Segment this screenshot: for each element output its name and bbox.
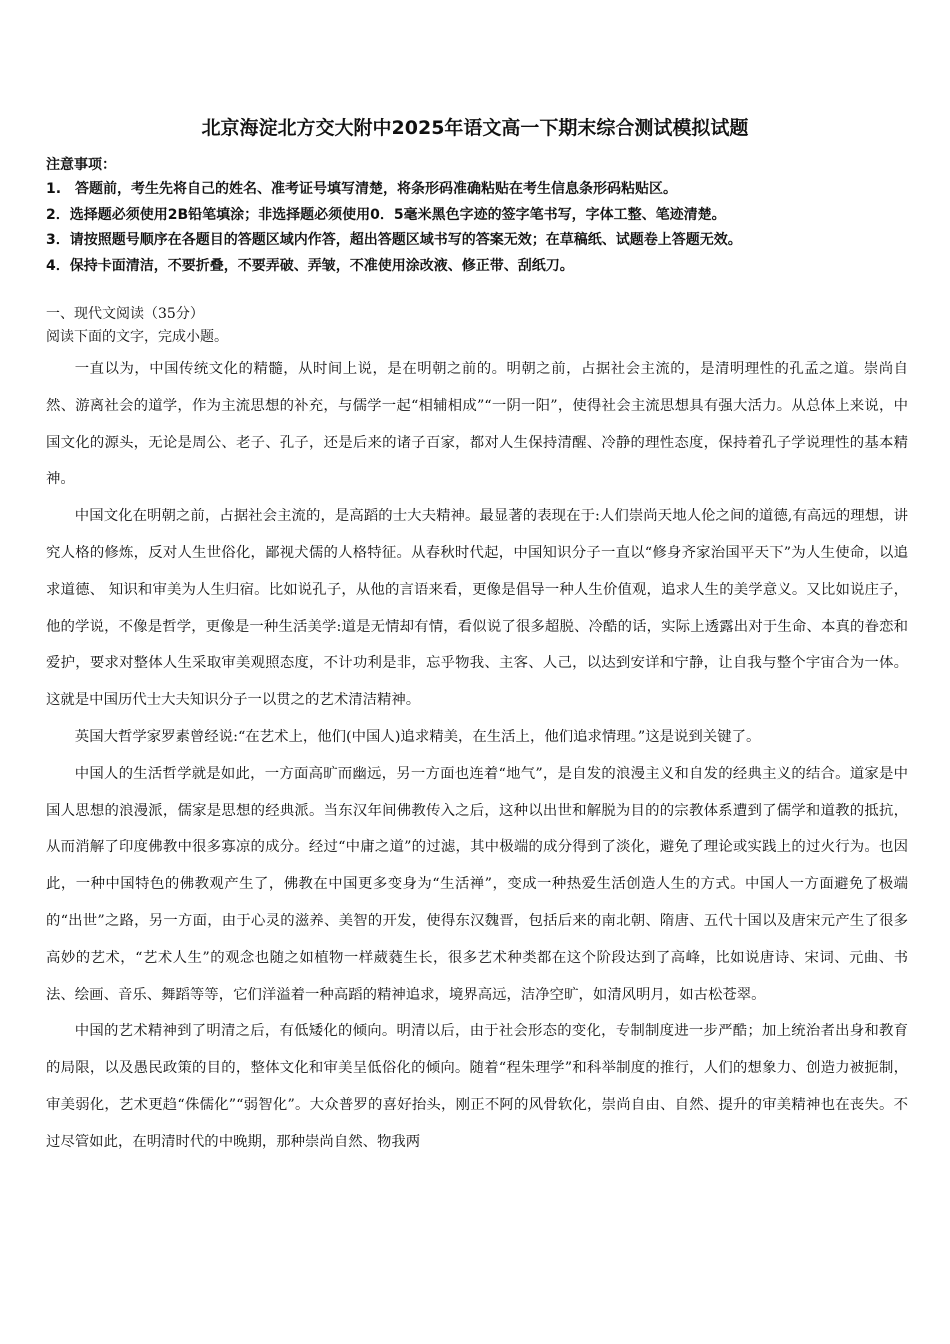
passage-paragraph: 中国文化在明朝之前，占据社会主流的，是高蹈的士大夫精神。最显著的表现在于:人们崇尚天地人伦之间的道德,有高远的理想，讲究人格的修炼，反对人生世俗化，鄙视犬儒的人格特征。从春秋时代起，中国知识分子一直以“修身齐家治国平天下”为人生使命，以追求道德、 知识和审美为人生归宿。比如说孔子，从他的言语来看，更像是倡导一种人生价值观，追求人生的美学意义。又比如说庄子，他的学说，不像是哲学，更像是一种生活美学:道是无情却有情，看似说了很多超脱、冷酷的话，实际上透露出对于生命、本真的眷恋和爱护，要求对整体人生采取审美观照态度，不计功利是非，忘乎物我、主客、人己，以达到安详和宁静，让自我与整个宇宙合为一体。这就是中国历代士大夫知识分子一以贯之的艺术清洁精神。 [46,508,908,709]
notice-list [46,177,916,279]
reading-passage [46,351,908,1161]
notice-item: 2．选择题必须使用2B铅笔填涂；非选择题必须使用0．5毫米黑色字迹的签字笔书写，字体工整、笔迹清楚。 [46,206,726,223]
section-title: 一、现代文阅读（35分） [46,306,204,322]
reading-instruction: 阅读下面的文字，完成小题。 [46,329,228,345]
passage-paragraph: 中国的艺术精神到了明清之后，有低矮化的倾向。明清以后，由于社会形态的变化，专制制度进一步严酷；加上统治者出身和教育的局限，以及愚民政策的目的，整体文化和审美呈低俗化的倾向。随着“程朱理学”和科举制度的推行，人们的想象力、创造力被扼制，审美弱化，艺术更趋“侏儒化”“弱智化”。大众普罗的喜好抬头，刚正不阿的风骨软化，崇尚自由、自然、提升的审美精神也在丧失。不过尽管如此，在明清时代的中晚期，那种崇尚自然、物我两 [46,1023,908,1150]
passage-paragraph: 中国人的生活哲学就是如此，一方面高旷而幽远，另一方面也连着“地气”，是自发的浪漫主义和自发的经典主义的结合。道家是中国人思想的浪漫派，儒家是思想的经典派。当东汉年间佛教传入之后，这种以出世和解脱为目的的宗教体系遭到了儒学和道教的抵抗，从而消解了印度佛教中很多寡凉的成分。经过“中庸之道”的过滤，其中极端的成分得到了淡化，避免了理论或实践上的过火行为。也因此，一种中国特色的佛教观产生了，佛教在中国更多变身为“生活禅”，变成一种热爱生活创造人生的方式。中国人一方面避免了极端的“出世”之路，另一方面，由于心灵的滋养、美智的开发，使得东汉魏晋，包括后来的南北朝、隋唐、五代十国以及唐宋元产生了很多高妙的艺术，“艺术人生”的观念也随之如植物一样葳蕤生长，很多艺术种类都在这个阶段达到了高峰，比如说唐诗、宋词、元曲、书法、绘画、音乐、舞蹈等等，它们洋溢着一种高蹈的精神追求，境界高远，洁净空旷，如清风明月，如古松苍翠。 [46,765,908,1003]
notice-item: 4．保持卡面清洁，不要折叠，不要弄破、弄皱，不准使用涂改液、修正带、刮纸刀。 [46,257,574,274]
notice-item: 1. 答题前，考生先将自己的姓名、准考证号填写清楚，将条形码准确粘贴在考生信息条形码粘贴区。 [46,181,678,197]
page-title: 北京海淀北方交大附中2025年语文高一下期末综合测试模拟试题 [201,117,749,139]
passage-paragraph: 英国大哲学家罗素曾经说:“在艺术上，他们(中国人)追求精美，在生活上，他们追求情理。”这是说到关键了。 [74,728,761,745]
notice-heading: 注意事项： [46,157,116,173]
passage-paragraph: 一直以为，中国传统文化的精髓，从时间上说，是在明朝之前的。明朝之前，占据社会主流的，是清明理性的孔孟之道。崇尚自然、游离社会的道学，作为主流思想的补充，与儒学一起“相辅相成”“一阴一阳”，使得社会主流思想具有强大活力。从总体上来说，中国文化的源头，无论是周公、老子、孔子，还是后来的诸子百家，都对人生保持清醒、冷静的理性态度，保持着孔子学说理性的基本精神。 [46,361,908,488]
notice-item: 3．请按照题号顺序在各题目的答题区域内作答，超出答题区域书写的答案无效；在草稿纸、试题卷上答题无效。 [46,232,742,248]
